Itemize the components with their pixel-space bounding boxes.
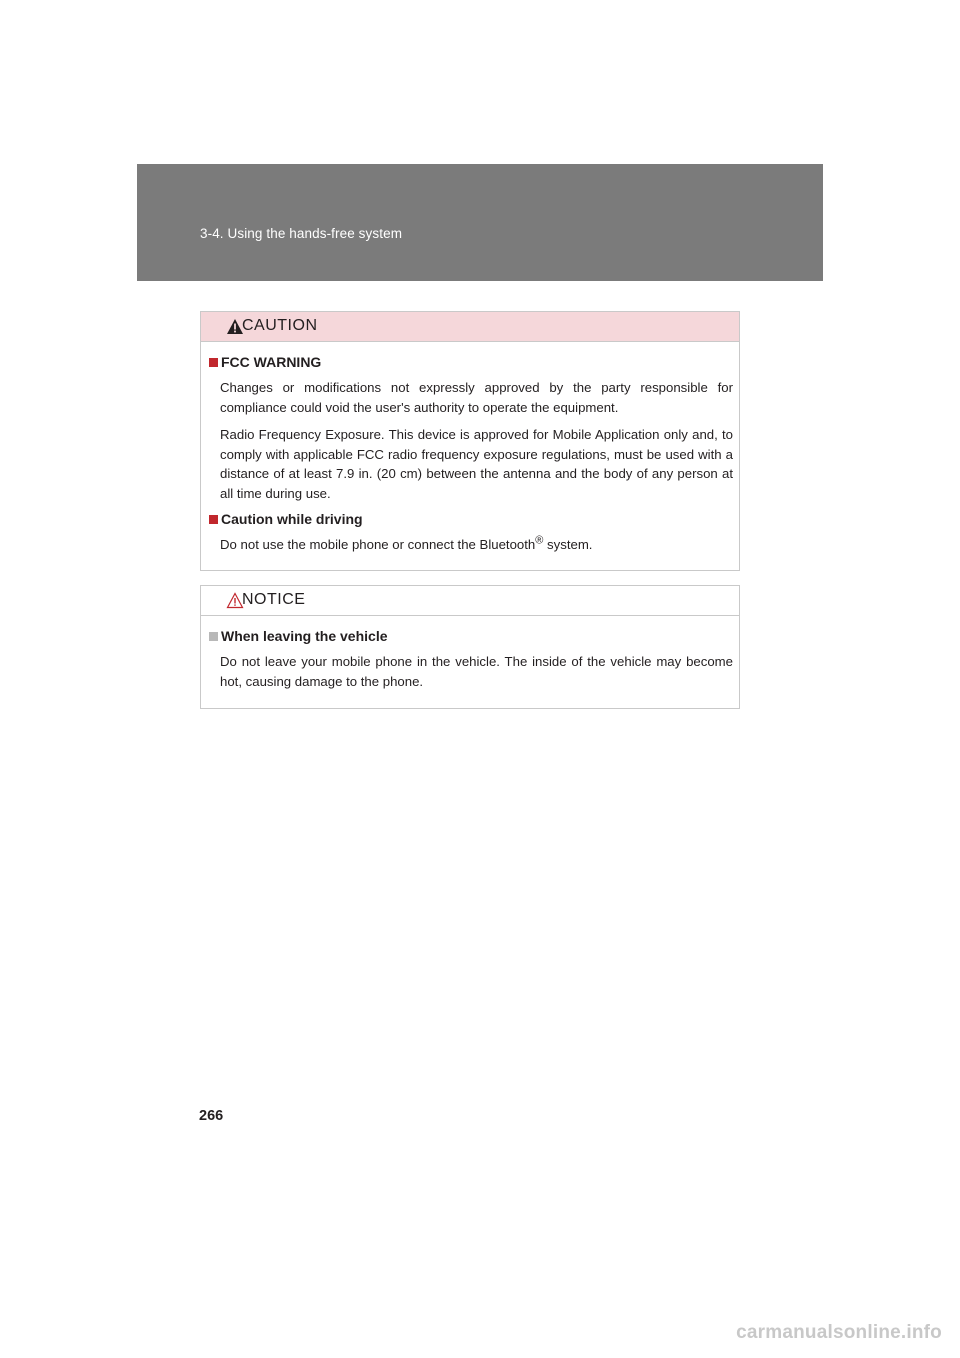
notice-header [201, 586, 739, 616]
caution-item-title [209, 511, 733, 527]
driving-text-after: system. [543, 537, 593, 552]
gray-square-bullet-icon [209, 632, 218, 641]
caution-box [200, 311, 740, 571]
caution-driving-paragraph [220, 535, 733, 555]
driving-text-before: Do not use the mobile phone or connect the Bluetooth [220, 537, 536, 552]
caution-body [201, 342, 739, 555]
caution-driving-title: Caution while driving [221, 511, 363, 527]
caution-label: CAUTION [242, 317, 318, 334]
page-number: 266 [199, 1108, 224, 1124]
header-band [137, 164, 823, 281]
fcc-paragraph-2: Radio Frequency Exposure. This device is approved for Mobile Application only and, to comply with applicable FCC radio frequency exposure regulations, must be used with a distance of at least 7.9 in. (20 cm) between the antenna and the body of any person at all time during use. [220, 427, 733, 501]
notice-label: NOTICE [242, 591, 306, 608]
red-square-bullet-icon [209, 515, 218, 524]
caution-header [201, 312, 739, 342]
registered-mark: ® [535, 534, 544, 547]
fcc-paragraph-1: Changes or modifications not expressly approved by the party responsible for compliance could void the user's authority to operate the equipment. [220, 380, 733, 415]
notice-body [201, 616, 739, 691]
notice-item-title [209, 628, 733, 644]
notice-box [200, 585, 740, 709]
leaving-vehicle-title: When leaving the vehicle [221, 628, 388, 644]
section-title: 3-4. Using the hands-free system [200, 226, 403, 241]
caution-item-title [209, 354, 733, 370]
watermark: carmanualsonline.info [736, 1322, 942, 1343]
red-square-bullet-icon [209, 358, 218, 367]
leaving-vehicle-paragraph: Do not leave your mobile phone in the vehicle. The inside of the vehicle may become hot, causing damage to the phone. [220, 654, 733, 689]
fcc-warning-title: FCC WARNING [221, 354, 322, 370]
